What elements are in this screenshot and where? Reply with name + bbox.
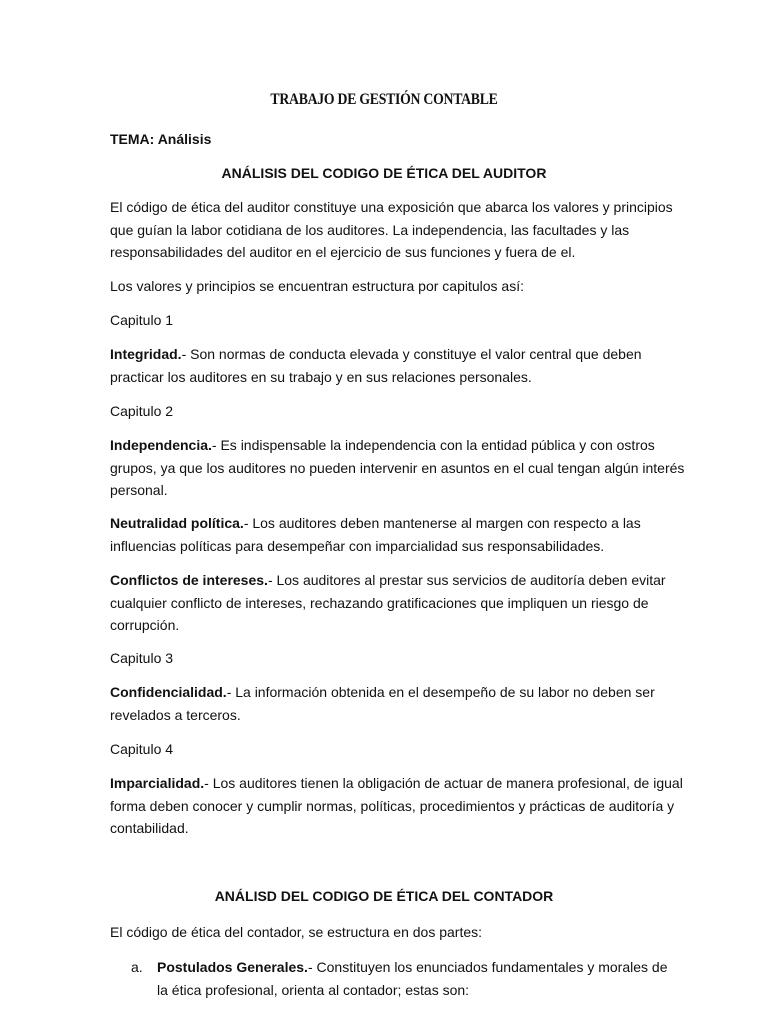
postulados-text: - Constituyen los enunciados fundamentales y morales de la ética profesional, orienta al contador; estas son: — [157, 959, 668, 998]
confidencialidad-text: - La información obtenida en el desempeño de su labor no deben ser revelados a terceros. — [110, 684, 655, 723]
neutralidad-paragraph — [110, 512, 690, 557]
neutralidad-term: Neutralidad política. — [110, 515, 244, 531]
independencia-text: - Es indispensable la independencia con la entidad pública y con ostros grupos, ya que los auditores no pueden intervenir en asuntos en el cual tengan algún interés personal. — [110, 437, 685, 498]
integridad-text: - Son normas de conducta elevada y constituye el valor central que deben practicar los auditores en su trabajo y en sus relaciones personales. — [110, 346, 642, 385]
chapter-4-label: Capitulo 4 — [110, 741, 174, 757]
conflictos-paragraph — [110, 569, 690, 637]
tema-label: TEMA: Análisis — [110, 131, 212, 147]
chapter-2-label: Capitulo 2 — [110, 403, 174, 419]
confidencialidad-term: Confidencialidad. — [110, 684, 227, 700]
contador-intro: El código de ética del contador, se estructura en dos partes: — [110, 924, 483, 940]
postulados-term: Postulados Generales. — [157, 959, 308, 975]
neutralidad-text: - Los auditores deben mantenerse al margen con respecto a las influencias políticas para desempeñar con imparcialidad sus responsabilidades. — [110, 515, 641, 554]
intro-paragraph: El código de ética del auditor constituye una exposición que abarca los valores y principios que guían la labor cotidiana de los auditores. La independencia, las facultades y las responsabilidades del auditor en el ejercicio de sus funciones y fuera de el. — [110, 199, 673, 260]
imparcialidad-paragraph — [110, 772, 690, 840]
chapter-1-label: Capitulo 1 — [110, 312, 174, 328]
document-title: TRABAJO DE GESTIÓN CONTABLE — [270, 91, 498, 108]
heading-contador: ANÁLISD DEL CODIGO DE ÉTICA DEL CONTADOR — [214, 888, 554, 904]
heading-auditor: ANÁLISIS DEL CODIGO DE ÉTICA DEL AUDITOR — [221, 165, 547, 181]
confidencialidad-paragraph — [110, 681, 690, 726]
independencia-term: Independencia. — [110, 437, 212, 453]
integridad-term: Integridad. — [110, 346, 182, 362]
chapter-3-label: Capitulo 3 — [110, 650, 174, 666]
tema-line — [110, 128, 690, 151]
structure-paragraph: Los valores y principios se encuentran estructura por capitulos así: — [110, 278, 524, 294]
conflictos-text: - Los auditores al prestar sus servicios de auditoría deben evitar cualquier conflicto de intereses, rechazando gratificaciones que impliquen un riesgo de corrupción. — [110, 572, 666, 633]
imparcialidad-term: Imparcialidad. — [110, 775, 205, 791]
independencia-paragraph — [110, 434, 690, 502]
postulados-paragraph — [157, 956, 677, 1001]
conflictos-term: Conflictos de intereses. — [110, 572, 268, 588]
list-marker-a: a. — [131, 959, 143, 975]
integridad-paragraph — [110, 343, 690, 388]
imparcialidad-text: - Los auditores tienen la obligación de actuar de manera profesional, de igual forma deben conocer y cumplir normas, políticas, procedimientos y prácticas de auditoría y contabilidad. — [110, 775, 683, 836]
